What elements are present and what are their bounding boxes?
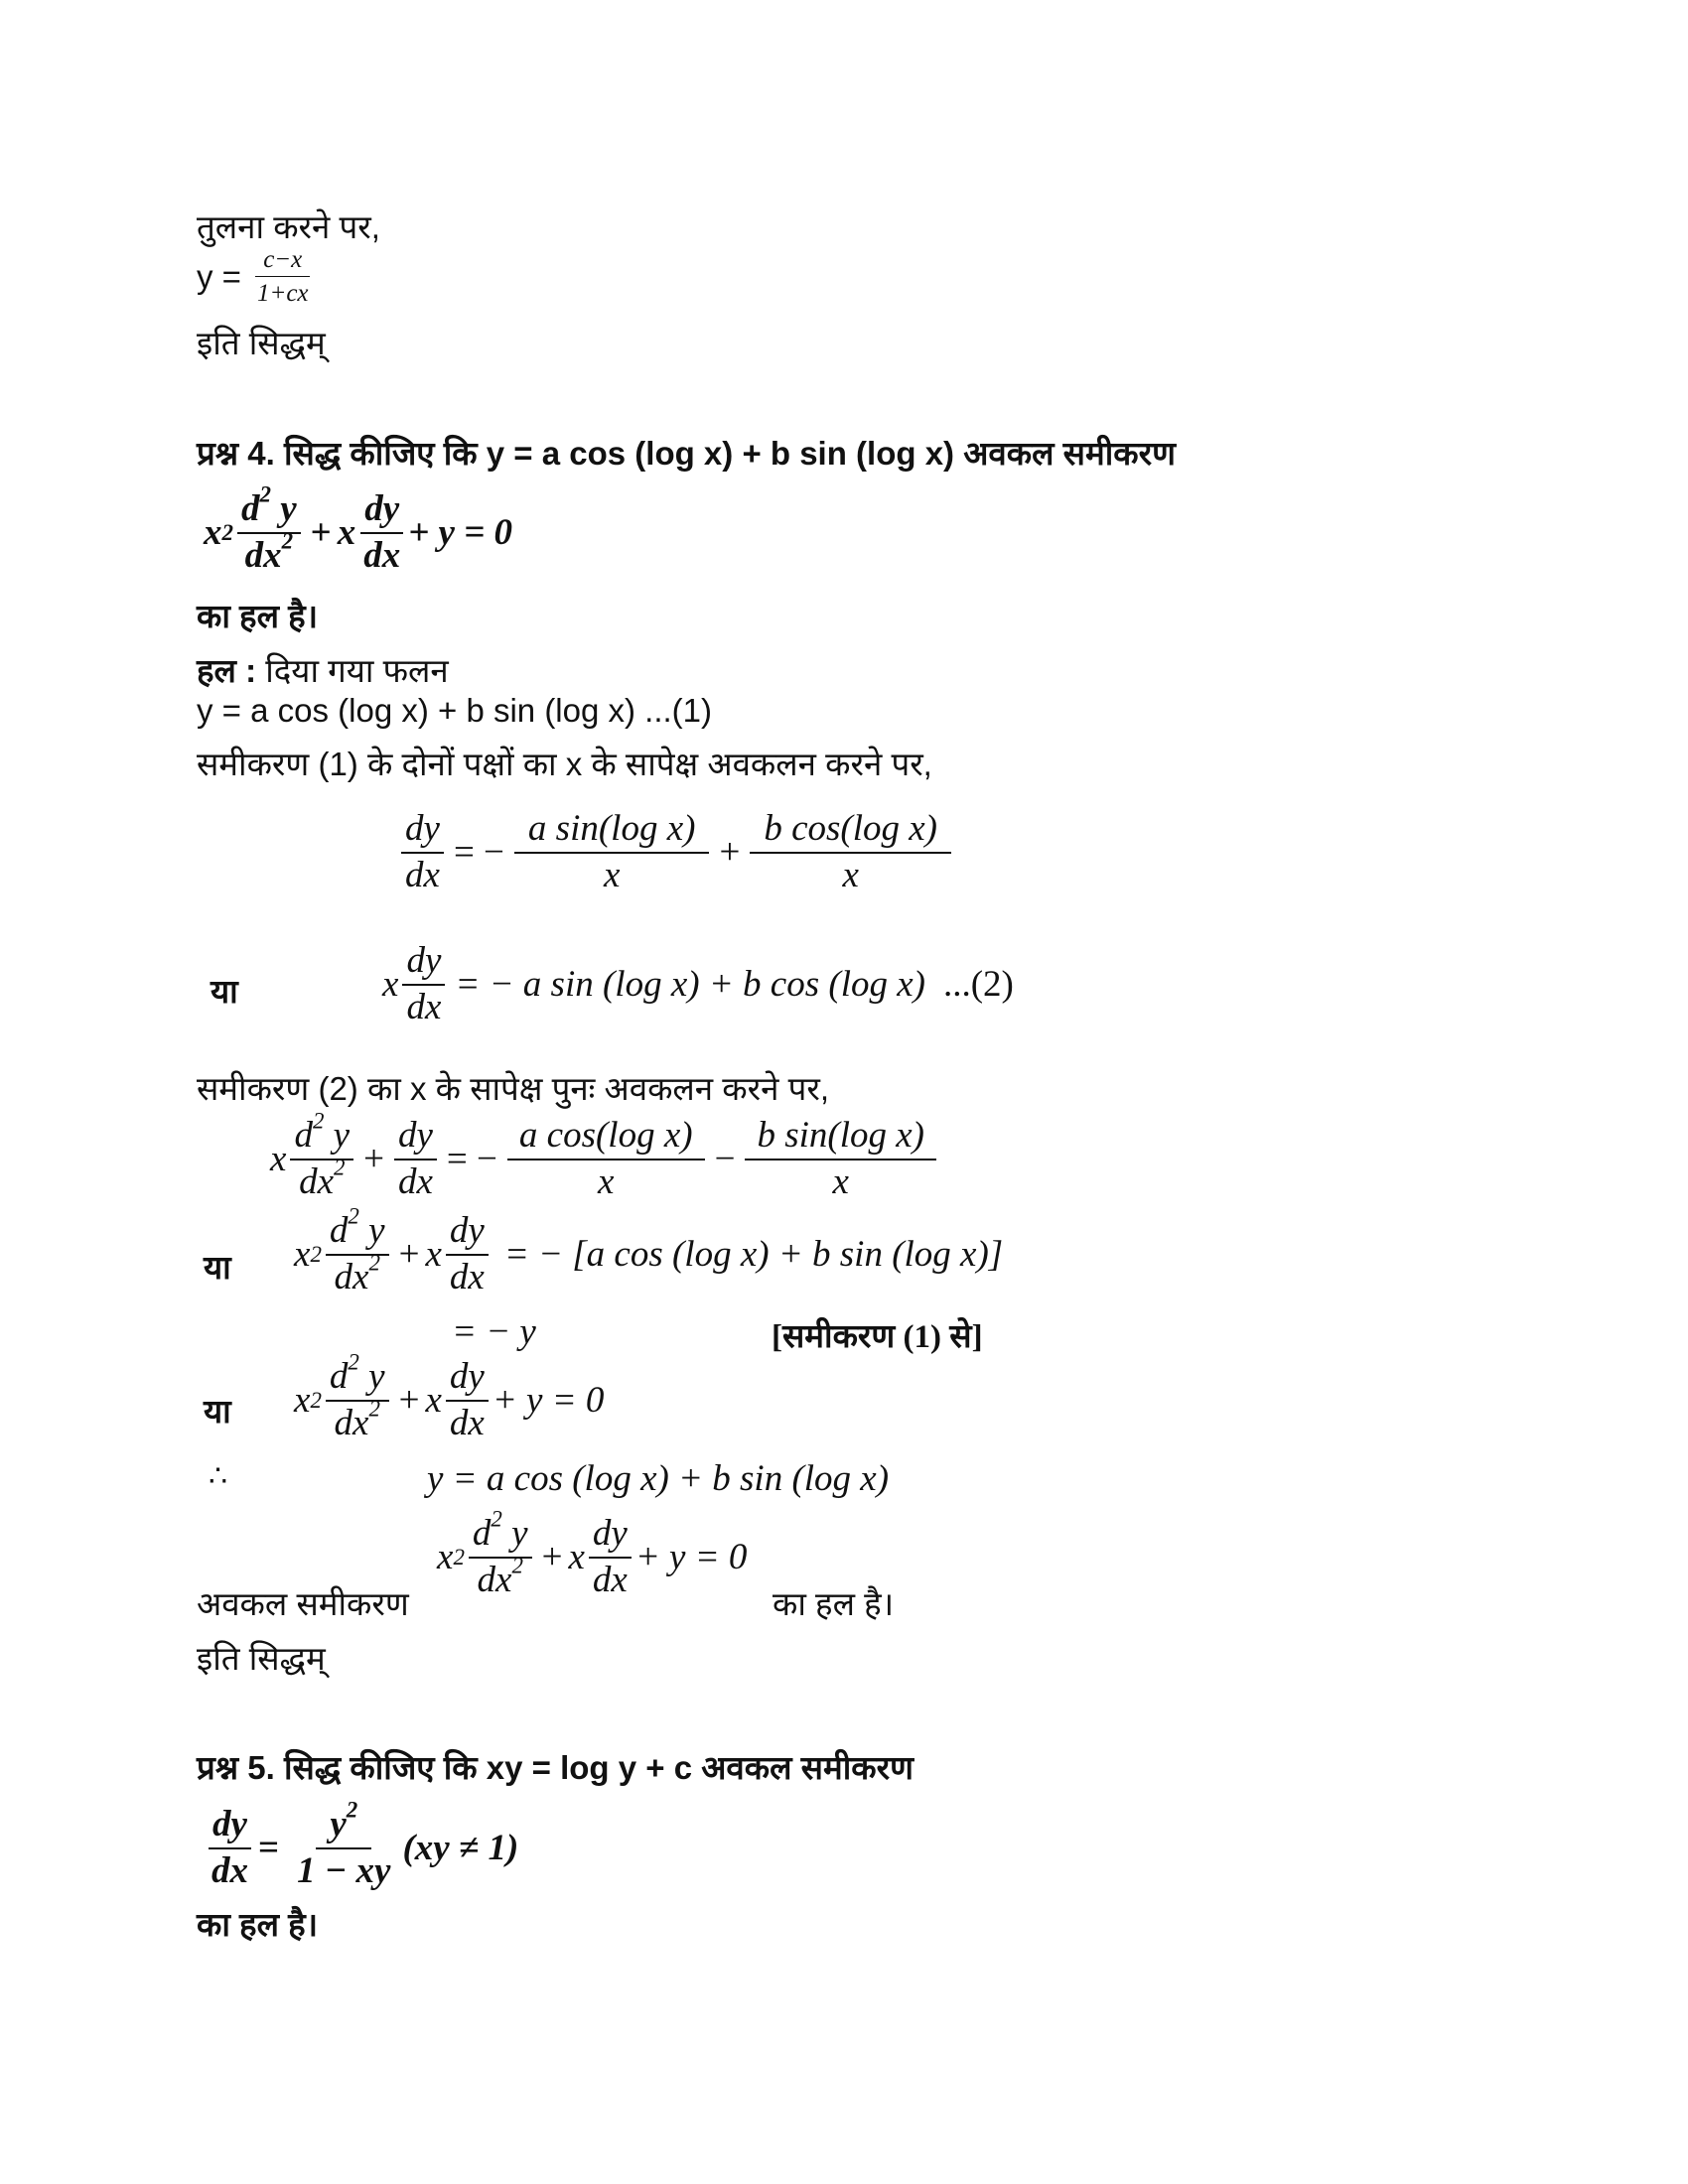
math-exp: 2 bbox=[312, 1108, 325, 1134]
math-exp: 2 bbox=[346, 1797, 358, 1823]
or-label: या bbox=[204, 1249, 231, 1286]
math-condition: (xy ≠ 1) bbox=[402, 1828, 519, 1869]
result-denominator: 1+cx bbox=[256, 279, 309, 307]
solution-label: हल : bbox=[197, 652, 257, 689]
math-dy: dy bbox=[401, 809, 444, 854]
math-numerator: b sin(log x) bbox=[745, 1116, 936, 1160]
solution-given-line bbox=[197, 647, 449, 692]
question-5-prefix: प्रश्न 5. bbox=[197, 1749, 275, 1786]
result-fraction bbox=[249, 246, 317, 307]
math-x: x bbox=[568, 1537, 585, 1578]
math-numerator: a sin(log x) bbox=[514, 809, 710, 854]
math-rhs: = − a sin (log x) + b cos (log x) bbox=[455, 964, 925, 1006]
y-squared-fraction bbox=[293, 1797, 394, 1891]
d2y-dx2-fraction bbox=[469, 1506, 532, 1600]
math-denominator: x bbox=[598, 1160, 615, 1202]
math-x: x bbox=[425, 1234, 442, 1276]
term-2-fraction bbox=[745, 1116, 936, 1202]
math-d: d bbox=[472, 1513, 492, 1554]
question-4-heading bbox=[197, 430, 1176, 475]
math-rhs: + y = 0 bbox=[408, 512, 513, 554]
math-d: d bbox=[294, 1115, 313, 1156]
result-equation bbox=[197, 246, 321, 307]
equation-tag: ...(2) bbox=[942, 964, 1014, 1006]
math-x: x bbox=[294, 1380, 311, 1422]
question-5-equation bbox=[204, 1797, 519, 1891]
math-dy: dy bbox=[446, 1211, 489, 1256]
math-denominator: x bbox=[603, 854, 621, 895]
math-d: d bbox=[329, 1356, 349, 1397]
dy-dx-fraction bbox=[446, 1211, 489, 1297]
term-1-fraction bbox=[507, 1116, 705, 1202]
math-y: y bbox=[280, 488, 297, 529]
question-5-heading bbox=[197, 1744, 914, 1789]
math-dx: dx bbox=[299, 1160, 334, 1202]
math-plus: + bbox=[398, 1234, 420, 1276]
or-label: या bbox=[211, 973, 238, 1010]
dy-dx-fraction bbox=[394, 1116, 437, 1202]
math-dx: dx bbox=[397, 1160, 433, 1202]
math-dy: dy bbox=[394, 1116, 437, 1160]
math-rhs: = − [a cos (log x) + b sin (log x)] bbox=[503, 1234, 1004, 1276]
or-label: या bbox=[204, 1393, 231, 1430]
math-exp: 2 bbox=[281, 528, 294, 554]
math-denominator: x bbox=[832, 1160, 849, 1202]
math-y: y bbox=[333, 1115, 351, 1156]
equation-1: y = a cos (log x) + b sin (log x) ...(1) bbox=[197, 692, 713, 729]
math-dx: dx bbox=[449, 1402, 485, 1443]
equation-4: = − y bbox=[452, 1311, 536, 1352]
first-derivative-equation bbox=[397, 809, 955, 895]
math-y: y bbox=[368, 1356, 385, 1397]
math-dy: dy bbox=[402, 941, 445, 986]
math-exp: 2 bbox=[491, 1506, 502, 1532]
math-plus: + bbox=[541, 1537, 563, 1578]
math-exp: 2 bbox=[259, 481, 271, 507]
math-y: y bbox=[368, 1210, 385, 1251]
math-dy: dy bbox=[446, 1357, 489, 1402]
math-dx: dx bbox=[334, 1402, 369, 1443]
second-derivative-fraction bbox=[237, 481, 301, 576]
question-4-prefix: प्रश्न 4. bbox=[197, 435, 275, 472]
qed-label: इति सिद्धम् bbox=[197, 1640, 326, 1677]
math-minus: − bbox=[714, 1139, 736, 1180]
math-dx: dx bbox=[405, 854, 440, 895]
math-plus: + bbox=[310, 512, 332, 554]
math-x: x bbox=[270, 1139, 287, 1180]
math-exp: 2 bbox=[348, 1349, 359, 1375]
solution-given: दिया गया फलन bbox=[265, 652, 449, 689]
math-exp: 2 bbox=[334, 1155, 346, 1180]
math-exp: 2 bbox=[368, 1396, 380, 1422]
d2y-dx2-fraction bbox=[326, 1203, 389, 1297]
math-equals-minus: = − bbox=[453, 832, 504, 874]
math-x: x bbox=[337, 512, 356, 554]
math-denominator: x bbox=[842, 854, 859, 895]
math-y: y bbox=[511, 1513, 528, 1554]
question-5-tail: का हल है। bbox=[197, 1906, 319, 1943]
math-denominator: 1 − xy bbox=[297, 1849, 391, 1891]
math-numerator: a cos(log x) bbox=[507, 1116, 705, 1160]
math-d: d bbox=[240, 488, 260, 529]
d2y-dx2-fraction bbox=[290, 1108, 353, 1202]
question-4-statement: सिद्ध कीजिए कि y = a cos (log x) + b sin (log x) अवकल समीकरण bbox=[283, 435, 1176, 472]
qed-label: इति सिद्धम् bbox=[197, 325, 326, 361]
equation-5: x 2 $\frac{d^2 y}{dx^2}$ + x $\frac{dy}{dx}$ + y = 0 bbox=[294, 1349, 605, 1443]
therefore-icon: ∴ bbox=[209, 1460, 228, 1493]
math-dx: dx bbox=[334, 1256, 369, 1297]
second-derivative-equation bbox=[270, 1108, 940, 1202]
math-dx: dx bbox=[244, 534, 282, 576]
math-exp: 2 bbox=[368, 1250, 380, 1276]
math-dx: dx bbox=[406, 986, 442, 1027]
math-plus: + bbox=[719, 832, 741, 874]
math-y: y bbox=[330, 1804, 347, 1844]
math-exp: 2 bbox=[511, 1553, 523, 1578]
conclusion-equation: y = a cos (log x) + b sin (log x) bbox=[427, 1458, 890, 1499]
dy-dx-fraction bbox=[401, 809, 444, 895]
term-2-fraction bbox=[750, 809, 951, 895]
equation-2 bbox=[382, 941, 1014, 1027]
term-1-fraction bbox=[514, 809, 710, 895]
math-dx: dx bbox=[211, 1849, 248, 1891]
math-dy: dy bbox=[360, 489, 403, 534]
math-d: d bbox=[329, 1210, 349, 1251]
math-x: x bbox=[294, 1234, 311, 1276]
math-dy: dy bbox=[589, 1514, 632, 1559]
first-derivative-fraction bbox=[359, 489, 404, 576]
step-2-text: समीकरण (2) का x के सापेक्ष पुनः अवकलन करने पर, bbox=[197, 1070, 830, 1107]
math-rhs: + y = 0 bbox=[492, 1380, 605, 1422]
dy-dx-fraction bbox=[208, 1805, 252, 1891]
d2y-dx2-fraction bbox=[326, 1349, 389, 1443]
result-numerator: c−x bbox=[255, 246, 310, 277]
question-4-tail: का हल है। bbox=[197, 598, 319, 634]
math-rhs: + y = 0 bbox=[634, 1537, 748, 1578]
math-equals-minus: = − bbox=[446, 1139, 497, 1180]
math-dx: dx bbox=[477, 1559, 512, 1600]
conclusion-differential-equation: x 2 $\frac{d^2 y}{dx^2}$ + x $\frac{dy}{dx}$ + y = 0 bbox=[437, 1506, 748, 1600]
comparison-label: तुलना करने पर, bbox=[197, 208, 380, 245]
math-dy: dy bbox=[209, 1805, 251, 1849]
math-dx: dx bbox=[449, 1256, 485, 1297]
math-x: x bbox=[425, 1380, 442, 1422]
dy-dx-fraction bbox=[589, 1514, 632, 1600]
equation-reference: [समीकरण (1) से] bbox=[772, 1319, 983, 1355]
dy-dx-fraction bbox=[402, 941, 445, 1027]
math-x: x bbox=[204, 512, 222, 554]
equation-3: x 2 $\frac{d^2 y}{dx^2}$ + x $\frac{dy}{dx}$ = − [a cos (log x) + b sin (log x)] bbox=[294, 1203, 1004, 1297]
conclusion-prefix: अवकल समीकरण bbox=[197, 1585, 409, 1622]
math-plus: + bbox=[398, 1380, 420, 1422]
math-numerator: b cos(log x) bbox=[750, 809, 951, 854]
question-5-statement: सिद्ध कीजिए कि xy = log y + c अवकल समीकरण bbox=[283, 1749, 914, 1786]
question-4-equation: x 2 $\frac{d^2 y}{dx^2}$ + x $\frac{dy}{dx}$ + y = 0 bbox=[204, 481, 513, 576]
math-dx: dx bbox=[363, 534, 401, 576]
math-x: x bbox=[437, 1537, 454, 1578]
conclusion-suffix: का हल है। bbox=[773, 1585, 895, 1622]
math-exp: 2 bbox=[348, 1203, 359, 1229]
math-x: x bbox=[382, 964, 399, 1006]
math-plus: + bbox=[363, 1139, 384, 1180]
result-lhs: y = bbox=[197, 257, 241, 295]
math-equals: = bbox=[258, 1828, 280, 1869]
dy-dx-fraction bbox=[446, 1357, 489, 1443]
math-dx: dx bbox=[592, 1559, 628, 1600]
step-1-text: समीकरण (1) के दोनों पक्षों का x के सापेक्ष अवकलन करने पर, bbox=[197, 746, 932, 782]
